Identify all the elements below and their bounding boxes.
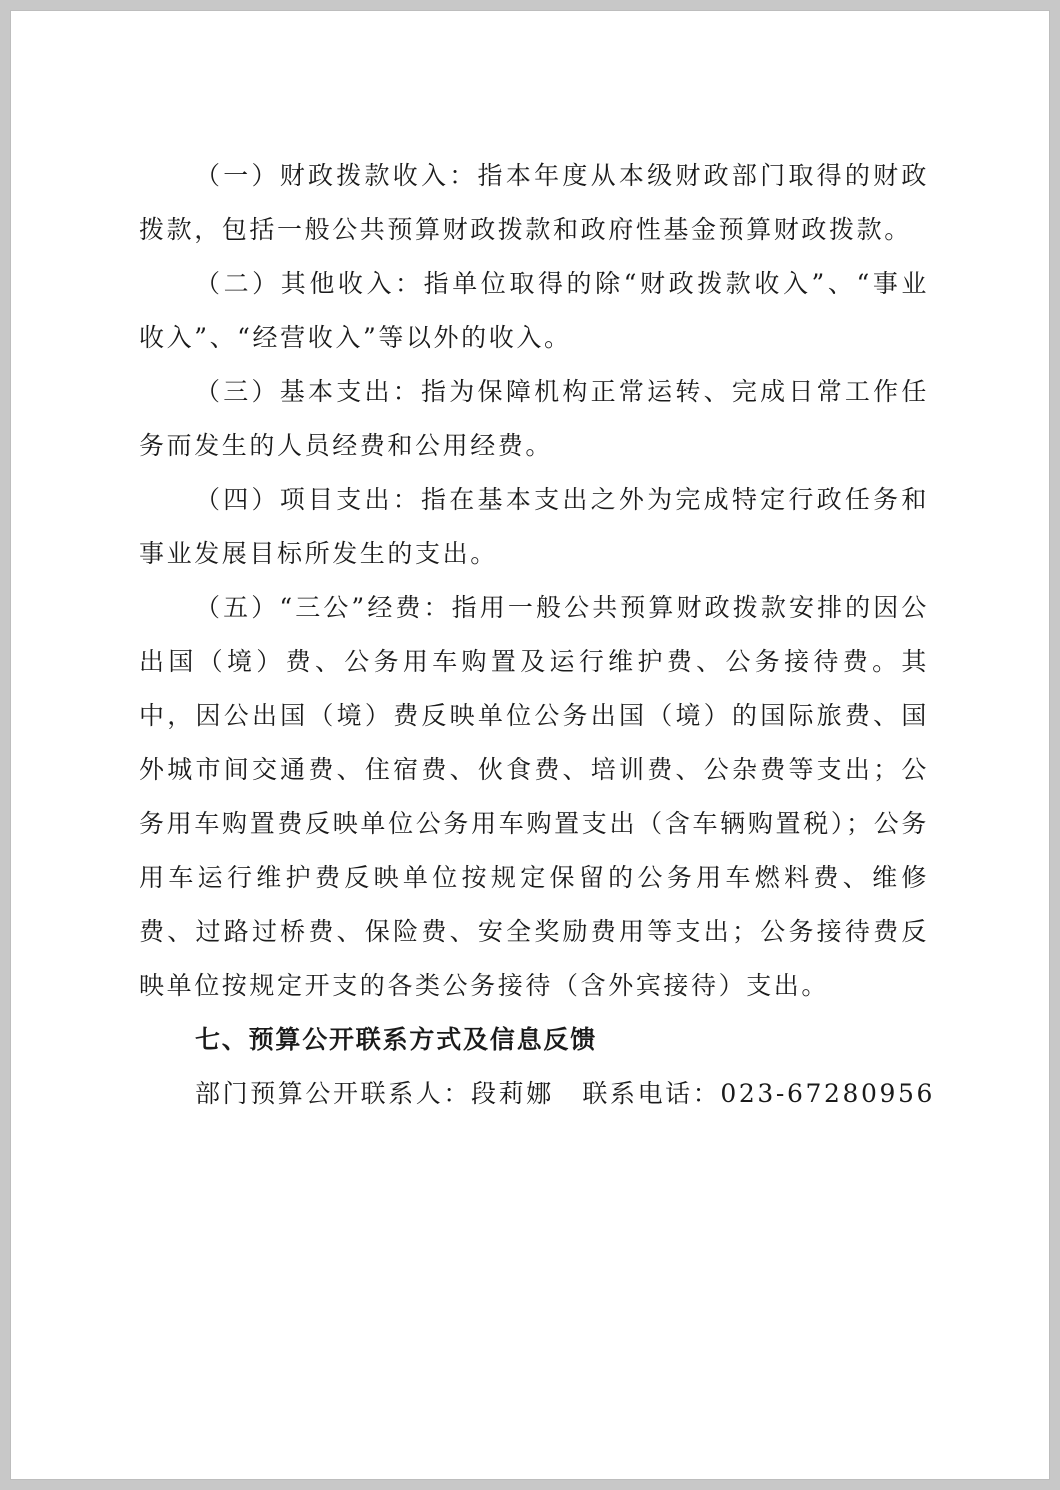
section-heading: 七、预算公开联系方式及信息反馈: [195, 1025, 598, 1054]
definition-fiscal-appropriation-income: （一）财政拨款收入：指本年度从本级财政部门取得的财政拨款，包括一般公共预算财政拨款和政府性基金预算财政拨款。: [139, 161, 929, 244]
document-body: [139, 149, 935, 1121]
contact-line: [139, 1067, 935, 1121]
definition-basic-expenditure: （三）基本支出：指为保障机构正常运转、完成日常工作任务而发生的人员经费和公用经费。: [139, 377, 929, 460]
contact-phone: 联系电话：023-67280956: [582, 1079, 935, 1108]
definition-project-expenditure: （四）项目支出：指在基本支出之外为完成特定行政任务和事业发展目标所发生的支出。: [139, 485, 929, 568]
definition-other-income: （二）其他收入：指单位取得的除“财政拨款收入”、“事业收入”、“经营收入”等以外的收入。: [139, 269, 929, 352]
definition-three-public-expenses: （五）“三公”经费：指用一般公共预算财政拨款安排的因公出国（境）费、公务用车购置及运行维护费、公务接待费。其中，因公出国（境）费反映单位公务出国（境）的国际旅费、国外城市间交通费、住宿费、伙食费、培训费、公杂费等支出；公务用车购置费反映单位公务用车购置支出（含车辆购置税）；公务用车运行维护费反映单位按规定保留的公务用车燃料费、维修费、过路过桥费、保险费、安全奖励费用等支出；公务接待费反映单位按规定开支的各类公务接待（含外宾接待）支出。: [139, 593, 929, 1000]
contact-person: 部门预算公开联系人：段莉娜: [195, 1079, 554, 1108]
document-page: [10, 10, 1050, 1480]
